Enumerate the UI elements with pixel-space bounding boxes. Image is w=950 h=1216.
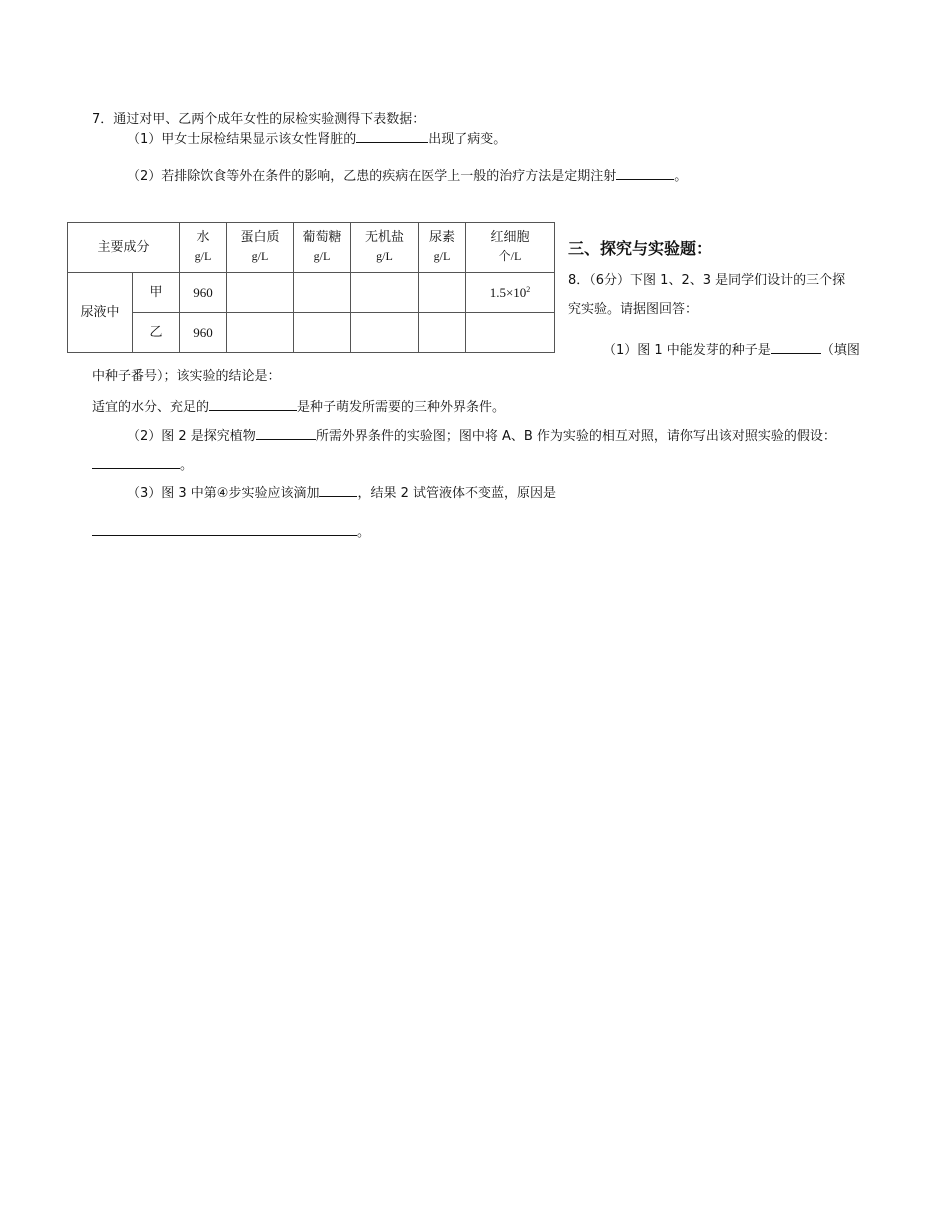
- cell-urea: [419, 273, 466, 313]
- header-protein: [227, 223, 294, 273]
- header-protein-unit: g/L: [251, 249, 269, 263]
- header-salt: [351, 223, 419, 273]
- q7-part2-text-before: （2）若排除饮食等外在条件的影响，乙患的疾病在医学上一般的治疗方法是定期注射: [127, 169, 617, 184]
- q7-part1-blank[interactable]: [356, 129, 428, 143]
- header-glucose-unit: g/L: [313, 249, 331, 263]
- q7-part1: [127, 129, 506, 149]
- q8-part1-text-after: （填图: [820, 343, 860, 358]
- cell-protein: [227, 313, 294, 353]
- q8-part2-hypothesis: [92, 455, 193, 475]
- q7-part1-text-after: 出现了病变。: [428, 132, 507, 147]
- q8-stem-line1: 8．（6分）下图 1、2、3 是同学们设计的三个探: [568, 273, 846, 288]
- header-protein-name: 蛋白质: [240, 230, 280, 245]
- q8-part2-blank[interactable]: [256, 426, 316, 440]
- cell-protein: [227, 273, 294, 313]
- q8-part1-continued: 中种子番号）；该实验的结论是：: [92, 369, 281, 384]
- urine-data-table: [67, 222, 555, 353]
- q7-part2-text-after: 。: [674, 169, 688, 184]
- table-header-row: [68, 223, 555, 273]
- q8-part3-text-before: （3）图 3 中第④步实验应该滴加: [127, 486, 320, 501]
- header-water-unit: g/L: [194, 249, 212, 263]
- cell-glucose: [294, 313, 351, 353]
- row-group-label: 尿液中: [68, 273, 133, 353]
- q8-stem-line2: 究实验。请据图回答：: [568, 302, 699, 317]
- header-glucose-name: 葡萄糖: [302, 230, 342, 245]
- header-water-name: 水: [196, 230, 210, 245]
- header-rbc-unit: 个/L: [498, 249, 522, 263]
- cell-urea: [419, 313, 466, 353]
- q8-part1-blank[interactable]: [771, 340, 821, 354]
- cell-water: 960: [180, 313, 227, 353]
- q8-conclusion-blank[interactable]: [209, 397, 297, 411]
- q8-part1-text-before: （1）图 1 中能发芽的种子是: [603, 343, 771, 358]
- q8-reason-blank[interactable]: [92, 522, 357, 536]
- q7-part1-text-before: （1）甲女士尿检结果显示该女性肾脏的: [127, 132, 357, 147]
- q8-part1-conclusion: [92, 397, 505, 417]
- header-glucose: [294, 223, 351, 273]
- q8-part2-text-before: （2）图 2 是探究植物: [127, 429, 256, 444]
- header-salt-name: 无机盐: [364, 230, 404, 245]
- cell-rbc: [466, 313, 555, 353]
- header-urea-name: 尿素: [428, 230, 455, 245]
- cell-water: 960: [180, 273, 227, 313]
- cell-salt: [351, 273, 419, 313]
- row-label: 甲: [133, 273, 180, 313]
- q8-hypothesis-blank[interactable]: [92, 455, 180, 469]
- table-row: [68, 273, 555, 313]
- q7-part2: [127, 166, 687, 186]
- q8-part3-reason: [92, 522, 370, 542]
- table-row: [68, 313, 555, 353]
- q8-part2-end: 。: [180, 458, 194, 473]
- header-rbc: [466, 223, 555, 273]
- header-urea: [419, 223, 466, 273]
- cell-rbc: [466, 273, 555, 313]
- cell-rbc-base: 1.5×10: [489, 284, 527, 300]
- q8-conclusion-text-before: 适宜的水分、充足的: [92, 400, 210, 415]
- q8-conclusion-text-after: 是种子萌发所需要的三种外界条件。: [297, 400, 506, 415]
- header-water: [180, 223, 227, 273]
- header-rbc-name: 红细胞: [490, 230, 530, 245]
- row-label: 乙: [133, 313, 180, 353]
- q8-part1: [603, 340, 860, 360]
- header-urea-unit: g/L: [433, 249, 451, 263]
- header-main-component: 主要成分: [68, 223, 180, 273]
- section-title: 三、探究与实验题：: [568, 239, 713, 258]
- cell-salt: [351, 313, 419, 353]
- q8-part2-text-after: 所需外界条件的实验图；图中将 A、B 作为实验的相互对照，请你写出该对照实验的假设：: [315, 429, 836, 444]
- q8-part3-end: 。: [357, 525, 371, 540]
- cell-glucose: [294, 273, 351, 313]
- q8-part3-text-after: ，结果 2 试管液体不变蓝，原因是: [357, 486, 557, 501]
- cell-rbc-exponent: 2: [526, 284, 531, 294]
- header-salt-unit: g/L: [376, 249, 393, 263]
- q7-part2-blank[interactable]: [616, 166, 674, 180]
- q8-part3-blank[interactable]: [319, 483, 357, 497]
- q8-part3: [127, 483, 556, 503]
- q8-part2: [127, 426, 836, 446]
- q7-stem: 7．通过对甲、乙两个成年女性的尿检实验测得下表数据：: [92, 112, 426, 127]
